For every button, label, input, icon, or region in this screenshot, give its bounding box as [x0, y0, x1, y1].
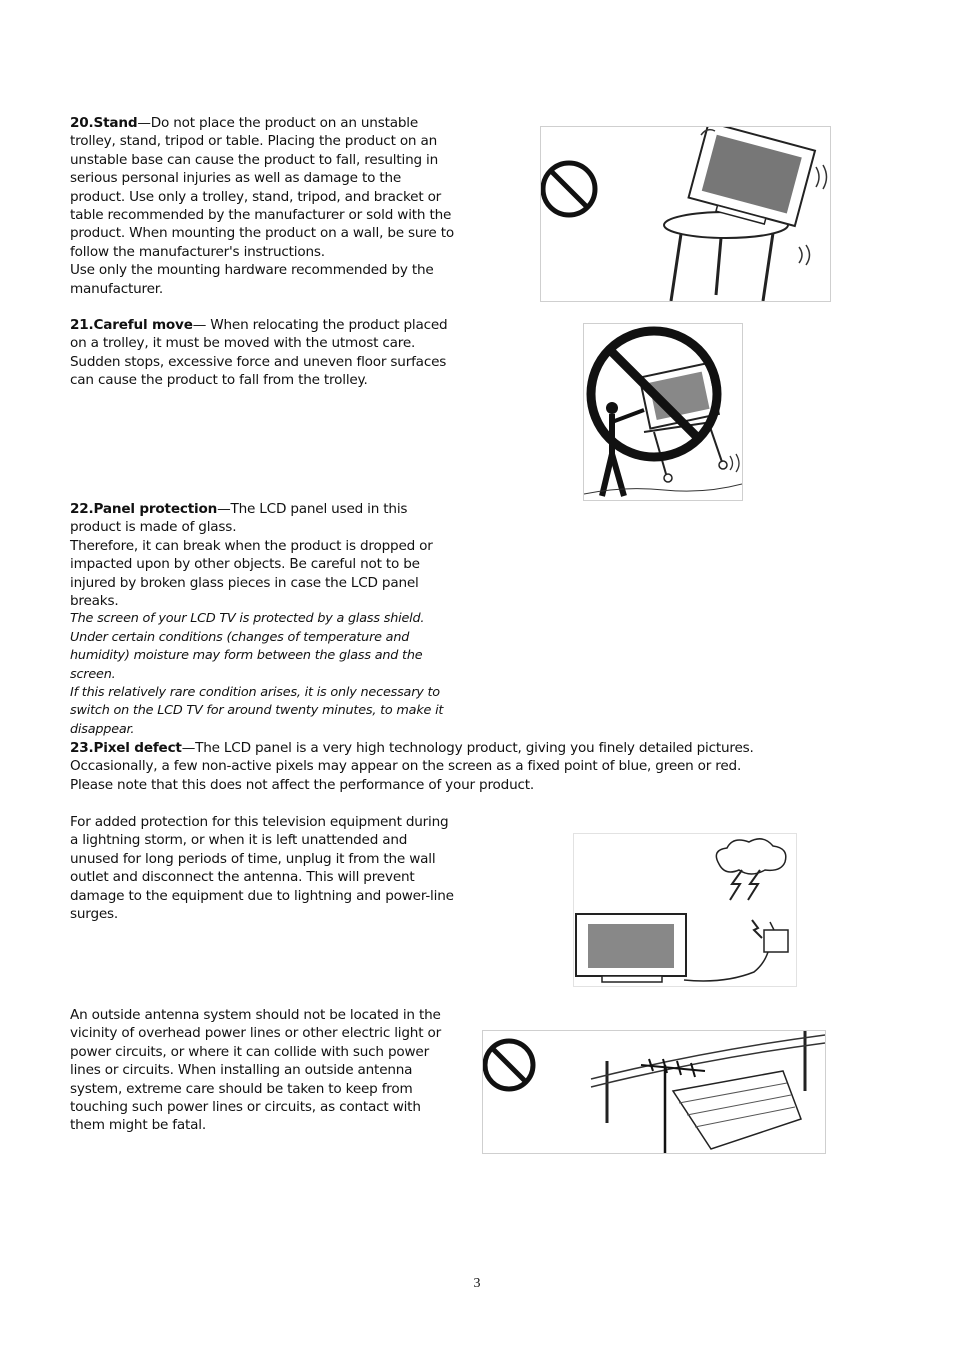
- antenna-power-lines-illustration: [482, 1030, 826, 1154]
- section-22-heading: 22.Panel protection: [70, 501, 218, 517]
- lcd-tv-icon: [576, 914, 686, 982]
- trolley-move-illustration: [583, 323, 743, 501]
- page-number: 3: [473, 1276, 481, 1291]
- section-22-note-3: If this relatively rare condition arises, it is only necessary to switch on the LCD TV for around twenty minutes, to make it disappear.: [70, 685, 444, 737]
- section-22-note-2: Under certain conditions (changes of temperature and humidity) moisture may form between the glass and the screen.: [70, 629, 423, 682]
- lightning-unplug-illustration: [573, 833, 797, 987]
- unstable-table-illustration: [540, 126, 831, 302]
- section-21-text: — When relocating the product placed on a trolley, it must be moved with the utmost care. Sudden stops, excessive force and uneven floor surfaces can cause the product to fall from the trolley.: [70, 317, 448, 389]
- section-20-stand: [70, 114, 455, 298]
- section-20-text-2: Use only the mounting hardware recommended by the manufacturer.: [70, 262, 434, 297]
- section-22-text-2: Therefore, it can break when the product is dropped or impacted upon by other objects. Be careful not to be injured by broken glass pieces in case the LCD panel breaks.: [70, 537, 433, 610]
- cloud-icon: [716, 839, 785, 874]
- section-21-heading: 21.Careful move: [70, 317, 193, 333]
- section-21-careful-move: [70, 316, 455, 390]
- rooftop-icon: [673, 1071, 801, 1149]
- lightning-bolt-icon: [730, 870, 742, 900]
- section-23-heading: 23.Pixel defect: [70, 740, 182, 756]
- section-22-note-1: The screen of your LCD TV is protected by a glass shield.: [70, 611, 425, 627]
- section-22-text: —The LCD panel used in this product is made of glass.: [70, 501, 408, 536]
- section-20-text: —Do not place the product on an unstable trolley, stand, tripod or table. Placing the product on an unstable base can cause the product to fall, resulting in serious personal injuries as well as damage to the product. Use only a trolley, stand, tripod, and bracket or table recommended by the manufacturer or sold with the product. When mounting the product on a wall, be sure to follow the manufacturer's instructions.: [70, 115, 454, 260]
- section-23-text: —The LCD panel is a very high technology product, giving you finely detailed pictures. Occasionally, a few non-active pixels may appear on the screen as a fixed point of blue, green or red. Please note that this does not affect the performance of your product.: [70, 740, 754, 793]
- wall-outlet-icon: [764, 930, 788, 952]
- lightning-text: For added protection for this television equipment during a lightning storm, or when it is left unattended and unused for long periods of time, unplug it from the wall outlet and disconnect the antenna. This will prevent damage to the equipment due to lightning and power-line surges.: [70, 814, 454, 923]
- antenna-text: An outside antenna system should not be located in the vicinity of overhead power lines or other electric light or power circuits, or where it can collide with such power lines or circuits. When installing an outside antenna system, extreme care should be taken to keep from touching such power lines or circuits, as contact with them might be fatal.: [70, 1007, 441, 1134]
- section-23-pixel-defect: [70, 739, 760, 794]
- lightning-protection-paragraph: [70, 813, 455, 923]
- section-22-panel-protection: [70, 500, 455, 739]
- section-20-heading: 20.Stand: [70, 115, 138, 131]
- antenna-safety-paragraph: [70, 1006, 455, 1135]
